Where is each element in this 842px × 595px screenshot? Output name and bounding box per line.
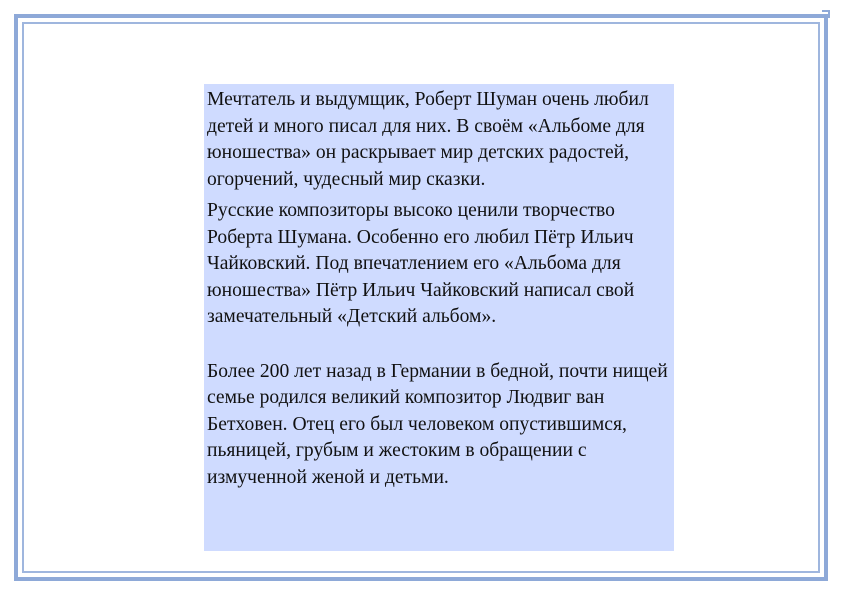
paragraph-schumann: Мечтатель и выдумщик, Роберт Шуман очень любил детей и много писал для них. В своём «Альбоме для юношества» он раскрывает мир детских радостей, огорчений, чудесный мир сказки. [207,89,649,190]
text-box [204,84,674,551]
paragraph-beethoven: Более 200 лет назад в Германии в бедной, почти нищей семье родился великий композитор Людвиг ван Бетховен. Отец его был человеком опустившимся, пьяницей, грубым и жестоким в обращении с измученной женой и детьми. [207,360,668,488]
frame-corner-mark [822,10,830,18]
paragraph-tchaikovsky: Русские композиторы высоко ценили творчество Роберта Шумана. Особенно его любил Пётр Ильич Чайковский. Под впечатлением его «Альбома для юношества» Пётр Ильич Чайковский написал свой замечательный «Детский альбом». [207,200,635,327]
